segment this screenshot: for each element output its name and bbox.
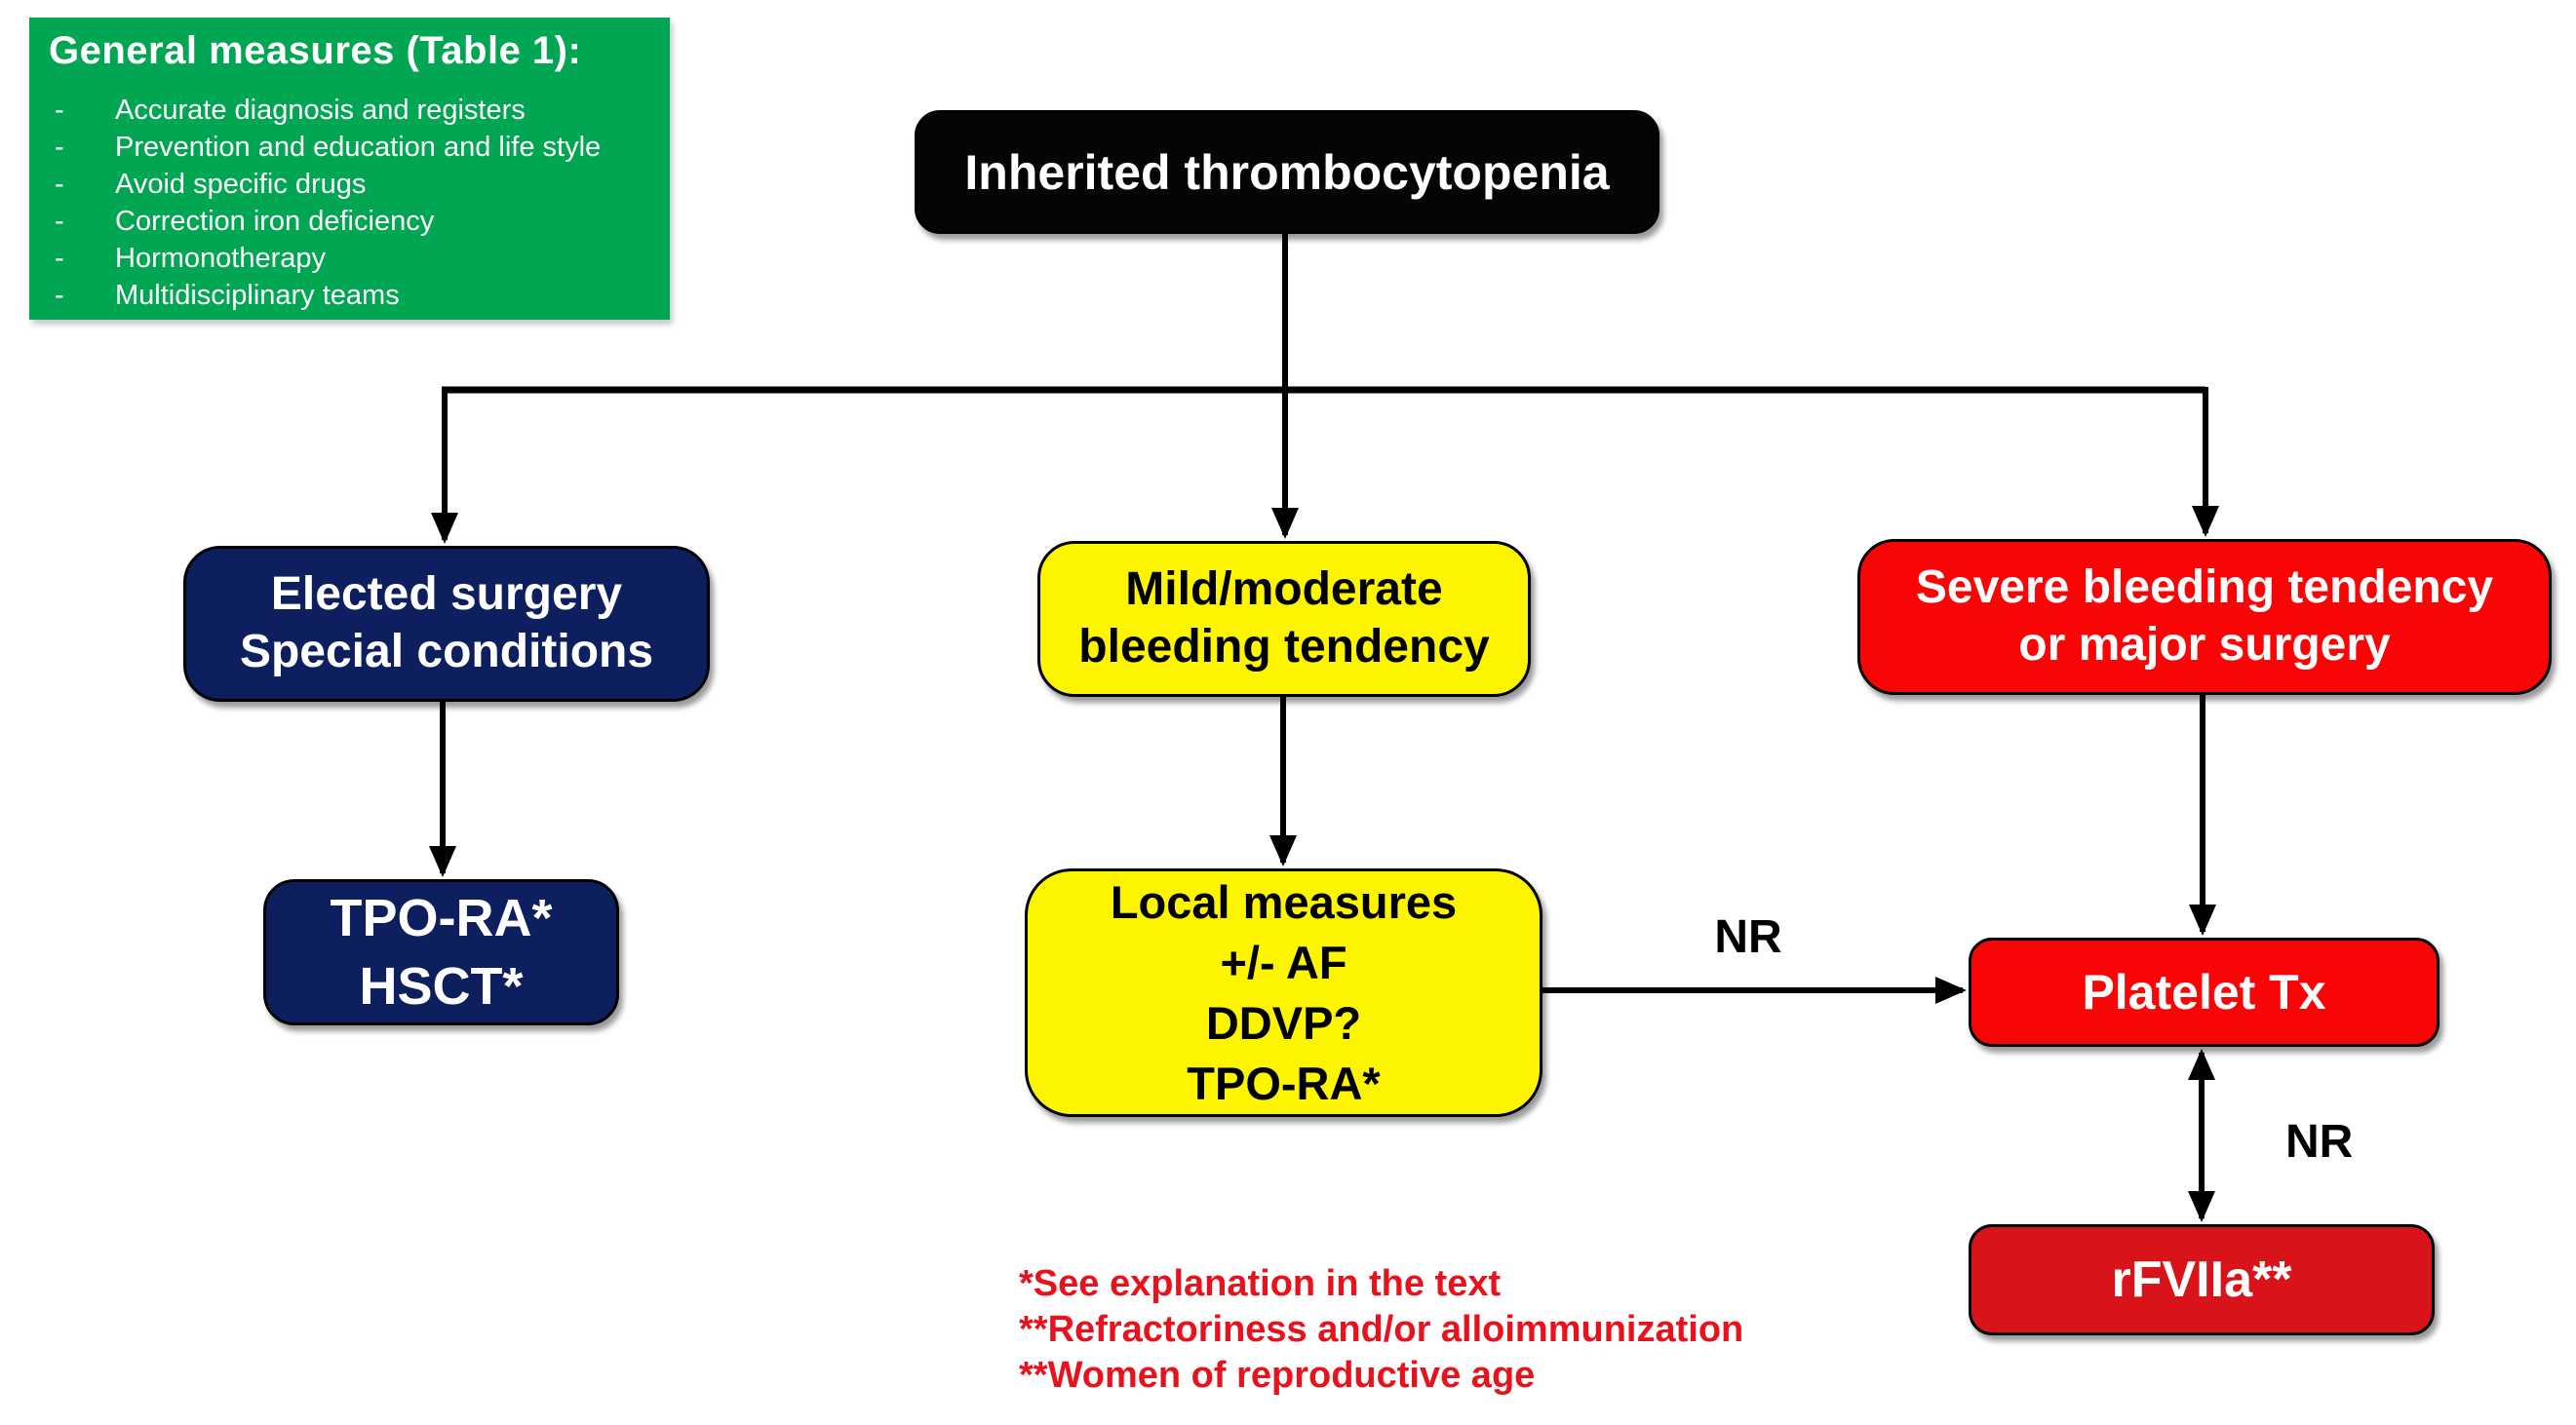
edge-label-nr-local-to-platelet: NR	[1714, 911, 1782, 963]
footnote-line: *See explanation in the text	[1019, 1263, 1502, 1304]
node-line: TPO-RA*	[330, 888, 553, 947]
node-label: rFVIIa**	[2111, 1252, 2292, 1308]
footnote-line: **Women of reproductive age	[1019, 1355, 1536, 1396]
general-measures-item	[29, 129, 664, 166]
bullet-dash: -	[55, 206, 64, 237]
node-line: TPO-RA*	[1187, 1057, 1381, 1109]
node-label: Platelet Tx	[2082, 965, 2326, 1020]
general-measures-panel	[29, 18, 670, 320]
node-inherited-thrombocytopenia	[915, 110, 1659, 234]
bullet-dash: -	[55, 95, 64, 126]
general-measures-item-text: Multidisciplinary teams	[115, 280, 400, 311]
edge-label-nr-platelet-to-rfviia: NR	[2285, 1116, 2354, 1168]
general-measures-item-text: Accurate diagnosis and registers	[115, 95, 526, 126]
node-label: Inherited thrombocytopenia	[964, 144, 1610, 200]
general-measures-item-text: Prevention and education and life style	[115, 132, 602, 163]
general-measures-item	[29, 203, 664, 240]
node-line: +/- AF	[1220, 936, 1347, 988]
node-line: Special conditions	[239, 626, 654, 677]
node-line: Elected surgery	[270, 568, 623, 621]
footnotes	[1019, 1261, 1743, 1399]
general-measures-title: General measures (Table 1):	[49, 29, 582, 72]
node-elected-surgery	[183, 546, 710, 702]
general-measures-item	[29, 166, 664, 203]
bullet-dash: -	[55, 243, 64, 274]
node-local-measures	[1025, 868, 1542, 1117]
general-measures-item	[29, 240, 664, 277]
node-line: Local measures	[1110, 875, 1458, 928]
node-line: bleeding tendency	[1078, 621, 1490, 673]
bullet-dash: -	[55, 169, 64, 200]
node-line: or major surgery	[2018, 619, 2391, 671]
node-line: DDVP?	[1205, 996, 1362, 1049]
node-platelet-tx	[1969, 938, 2439, 1047]
node-line: Severe bleeding tendency	[1915, 561, 2494, 614]
footnote-line: **Refractoriness and/or alloimmunization	[1019, 1309, 1744, 1350]
general-measures-item-text: Hormonotherapy	[115, 243, 326, 274]
general-measures-item	[29, 277, 664, 314]
bullet-dash: -	[55, 132, 64, 163]
node-tpo-ra-hsct	[263, 879, 619, 1025]
node-mild-moderate-bleeding	[1037, 541, 1531, 697]
general-measures-item-text: Avoid specific drugs	[115, 169, 367, 200]
node-severe-bleeding	[1857, 539, 2552, 695]
bullet-dash: -	[55, 280, 64, 311]
node-line: Mild/moderate	[1125, 563, 1443, 616]
general-measures-list	[29, 92, 664, 314]
general-measures-item-text: Correction iron deficiency	[115, 206, 435, 237]
node-rfviia	[1969, 1224, 2435, 1335]
general-measures-item	[29, 92, 664, 129]
node-line: HSCT*	[359, 957, 524, 1016]
